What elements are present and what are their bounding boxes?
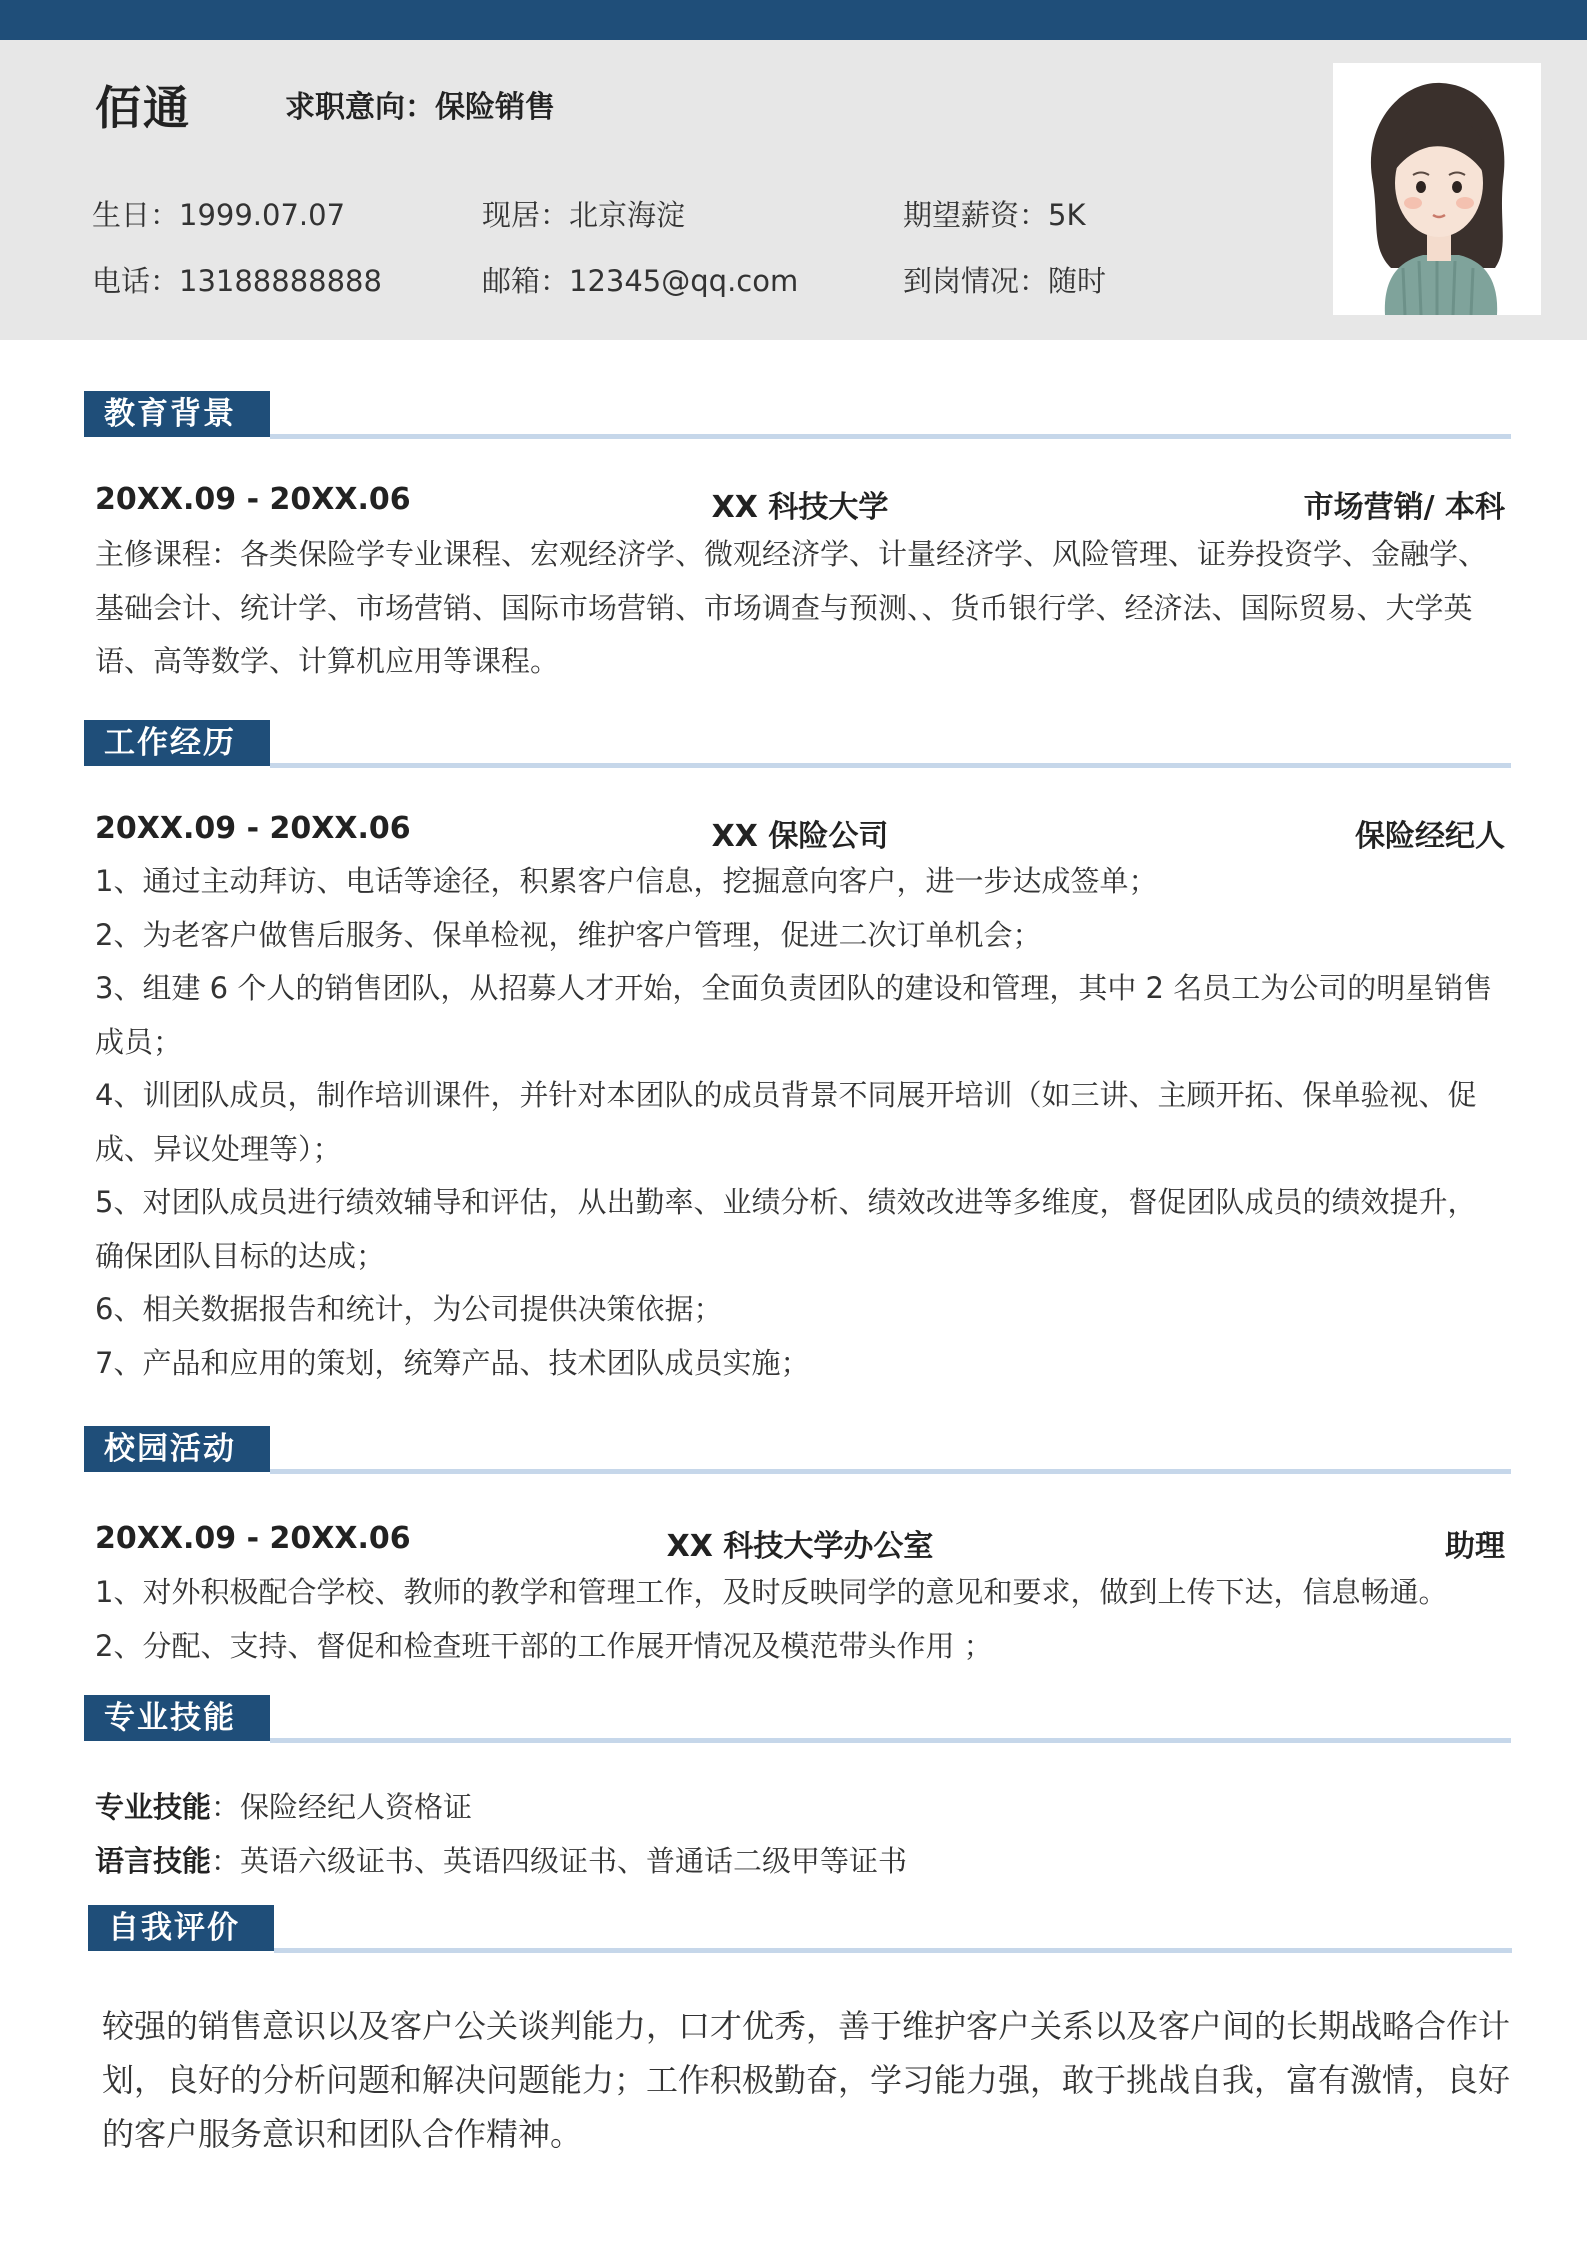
list-item: 成员；	[95, 1024, 183, 1059]
email: 邮箱：12345@qq.com	[482, 264, 799, 298]
eval-line: 划，良好的分析问题和解决问题能力；工作积极勤奋，学习能力强，敢于挑战自我，富有激情，良好	[102, 2061, 1511, 2099]
work-company: XX 保险公司	[711, 819, 889, 854]
section-title-work: 工作经历	[84, 720, 270, 766]
avatar-illustration	[1333, 63, 1541, 315]
course-line: 语、高等数学、计算机应用等课程。	[95, 644, 560, 678]
section-divider	[270, 1738, 1511, 1743]
expected-salary: 期望薪资：5K	[903, 198, 1086, 232]
eval-line: 的客户服务意识和团队合作精神。	[102, 2115, 583, 2153]
residence: 现居：北京海淀	[482, 198, 686, 232]
language-skill	[95, 1839, 907, 1880]
campus-role: 助理	[1445, 1529, 1505, 1564]
work-period: 20XX.09 - 20XX.06	[95, 811, 411, 846]
education-major: 市场营销/ 本科	[1303, 490, 1505, 525]
list-item: 6、相关数据报告和统计，为公司提供决策依据；	[95, 1292, 723, 1326]
eval-line: 较强的销售意识以及客户公关谈判能力，口才优秀，善于维护客户关系以及客户间的长期战略合作计	[102, 2007, 1511, 2045]
list-item: 2、分配、支持、督促和检查班干部的工作展开情况及模范带头作用 ；	[95, 1628, 993, 1663]
self-evaluation	[102, 1999, 1512, 2161]
skill-value: ：保险经纪人资格证	[211, 1790, 473, 1824]
skill-label: 专业技能	[95, 1790, 212, 1824]
birthday: 生日：1999.07.07	[92, 198, 346, 232]
job-intent: 求职意向：保险销售	[285, 90, 555, 125]
availability: 到岗情况：随时	[903, 264, 1107, 298]
list-item: 确保团队目标的达成；	[95, 1238, 386, 1273]
course-line: 主修课程：各类保险学专业课程、宏观经济学、微观经济学、计量经济学、风险管理、证券投资学、金融学、	[95, 537, 1488, 571]
work-duties	[95, 855, 1510, 1390]
section-title-self-eval: 自我评价	[88, 1905, 274, 1951]
work-row	[95, 811, 1505, 854]
education-school: XX 科技大学	[711, 490, 889, 525]
avatar	[1333, 63, 1541, 315]
education-courses	[95, 528, 1510, 689]
section-divider	[270, 434, 1511, 439]
section-divider	[274, 1948, 1512, 1953]
section-title-campus: 校园活动	[84, 1426, 270, 1472]
education-row	[95, 482, 1505, 525]
course-line: 基础会计、统计学、市场营销、国际市场营销、市场调查与预测、、货币银行学、经济法、国际贸易、大学英	[95, 590, 1473, 625]
work-role: 保险经纪人	[1355, 819, 1505, 854]
list-item: 2、为老客户做售后服务、保单检视，维护客户管理，促进二次订单机会；	[95, 917, 1042, 952]
list-item: 5、对团队成员进行绩效辅导和评估，从出勤率、业绩分析、绩效改进等多维度，督促团队成员的绩效提升，	[95, 1185, 1477, 1219]
phone: 电话：13188888888	[92, 264, 382, 298]
list-item: 1、通过主动拜访、电话等途径，积累客户信息，挖掘意向客户，进一步达成签单；	[95, 864, 1158, 898]
skill-label: 语言技能	[95, 1844, 212, 1878]
campus-row	[95, 1521, 1505, 1564]
list-item: 4、训团队成员，制作培训课件，并针对本团队的成员背景不同展开培训（如三讲、主顾开拓、保单验视、促	[95, 1078, 1477, 1112]
list-item: 7、产品和应用的策划，统筹产品、技术团队成员实施；	[95, 1345, 810, 1380]
professional-skill	[95, 1785, 472, 1826]
education-period: 20XX.09 - 20XX.06	[95, 482, 411, 517]
section-title-skills: 专业技能	[84, 1695, 270, 1741]
campus-org: XX 科技大学办公室	[666, 1529, 934, 1564]
list-item: 1、对外积极配合学校、教师的教学和管理工作，及时反映同学的意见和要求，做到上传下达，信息畅通。	[95, 1575, 1448, 1609]
list-item: 3、组建 6 个人的销售团队，从招募人才开始，全面负责团队的建设和管理，其中 2 名员工为公司的明星销售	[95, 971, 1493, 1005]
candidate-name: 佰通	[95, 81, 191, 135]
section-title-education: 教育背景	[84, 391, 270, 437]
skill-value: ：英语六级证书、英语四级证书、普通话二级甲等证书	[211, 1844, 908, 1878]
section-divider	[270, 763, 1511, 768]
section-divider	[270, 1469, 1511, 1474]
campus-period: 20XX.09 - 20XX.06	[95, 1521, 411, 1556]
list-item: 成、异议处理等）；	[95, 1131, 342, 1166]
top-accent-bar	[0, 0, 1587, 40]
campus-duties	[95, 1566, 1510, 1673]
